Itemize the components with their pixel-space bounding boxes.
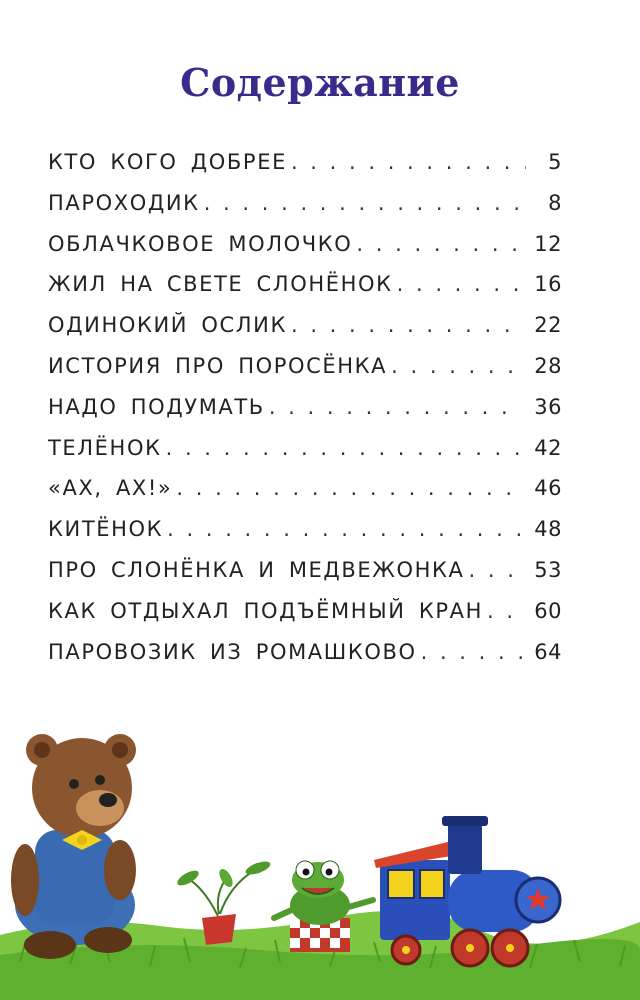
toc-entry-title: ТЕЛЁНОК [48,435,162,460]
toc-entry [48,191,562,232]
toc-entry-page-number: 48 [534,517,562,542]
toc-entry-title: ОБЛАЧКОВОЕ МОЛОЧКО [48,231,353,256]
toc-entry [48,599,562,640]
toc-entry-title: ПАРОХОДИК [48,190,200,215]
dot-leader [356,232,522,256]
toc-entry-title: КТО КОГО ДОБРЕЕ [48,150,287,174]
toc-entry-title: КАК ОТДЫХАЛ ПОДЪЁМНЫЙ КРАН [48,598,483,623]
toc-entry-page-number: 46 [534,476,562,501]
toc-entry-page-number: 16 [534,272,562,297]
dot-leader [176,476,522,500]
toc-entry [48,476,562,517]
toc-entry-title: КИТЁНОК [48,517,164,542]
toc-entry [48,150,562,191]
toc-entry-title: ПРО СЛОНЁНКА И МЕДВЕЖОНКА [48,557,465,582]
illustration [0,700,640,1000]
toc-entry-title: «АХ, АХ!» [48,476,173,501]
dot-leader [487,599,522,623]
toc-entry [48,517,562,558]
dot-leader [397,272,523,296]
toc-entry-title: ОДИНОКИЙ ОСЛИК [48,313,287,338]
toc-entry-page-number: 12 [534,231,562,256]
dot-leader [391,354,522,378]
toc-entry-page-number: 36 [534,394,562,419]
dot-leader [421,640,523,664]
toc-entry-title: ЖИЛ НА СВЕТЕ СЛОНЁНОК [48,272,393,297]
toc-entry-page-number: 60 [534,598,562,623]
toc-entry-page-number: 22 [534,313,562,338]
dot-leader [269,395,522,419]
toc-entry-page-number: 5 [548,150,562,174]
toc-entry [48,313,562,354]
toc-entry-page-number: 64 [534,639,562,664]
table-of-contents [48,150,562,680]
dot-leader [167,517,522,541]
bear-cub-icon [11,734,136,959]
toc-entry [48,232,562,273]
page-title: Содержание [180,60,460,105]
toc-entry-page-number: 42 [534,435,562,460]
dot-leader [291,150,526,174]
toc-entry [48,272,562,313]
dot-leader [291,313,522,337]
toc-entry [48,395,562,436]
toc-entry [48,436,562,477]
toc-entry-page-number: 53 [534,557,562,582]
toc-entry [48,640,562,681]
dot-leader [204,191,526,215]
toc-entry-title: НАДО ПОДУМАТЬ [48,394,265,419]
dot-leader [166,436,523,460]
toc-entry-page-number: 28 [534,353,562,378]
toc-entry-title: ПАРОВОЗИК ИЗ РОМАШКОВО [48,639,417,664]
toc-entry [48,558,562,599]
toc-entry [48,354,562,395]
dot-leader [469,558,523,582]
toc-entry-title: ИСТОРИЯ ПРО ПОРОСЁНКА [48,353,388,378]
toc-entry-page-number: 8 [548,190,562,215]
